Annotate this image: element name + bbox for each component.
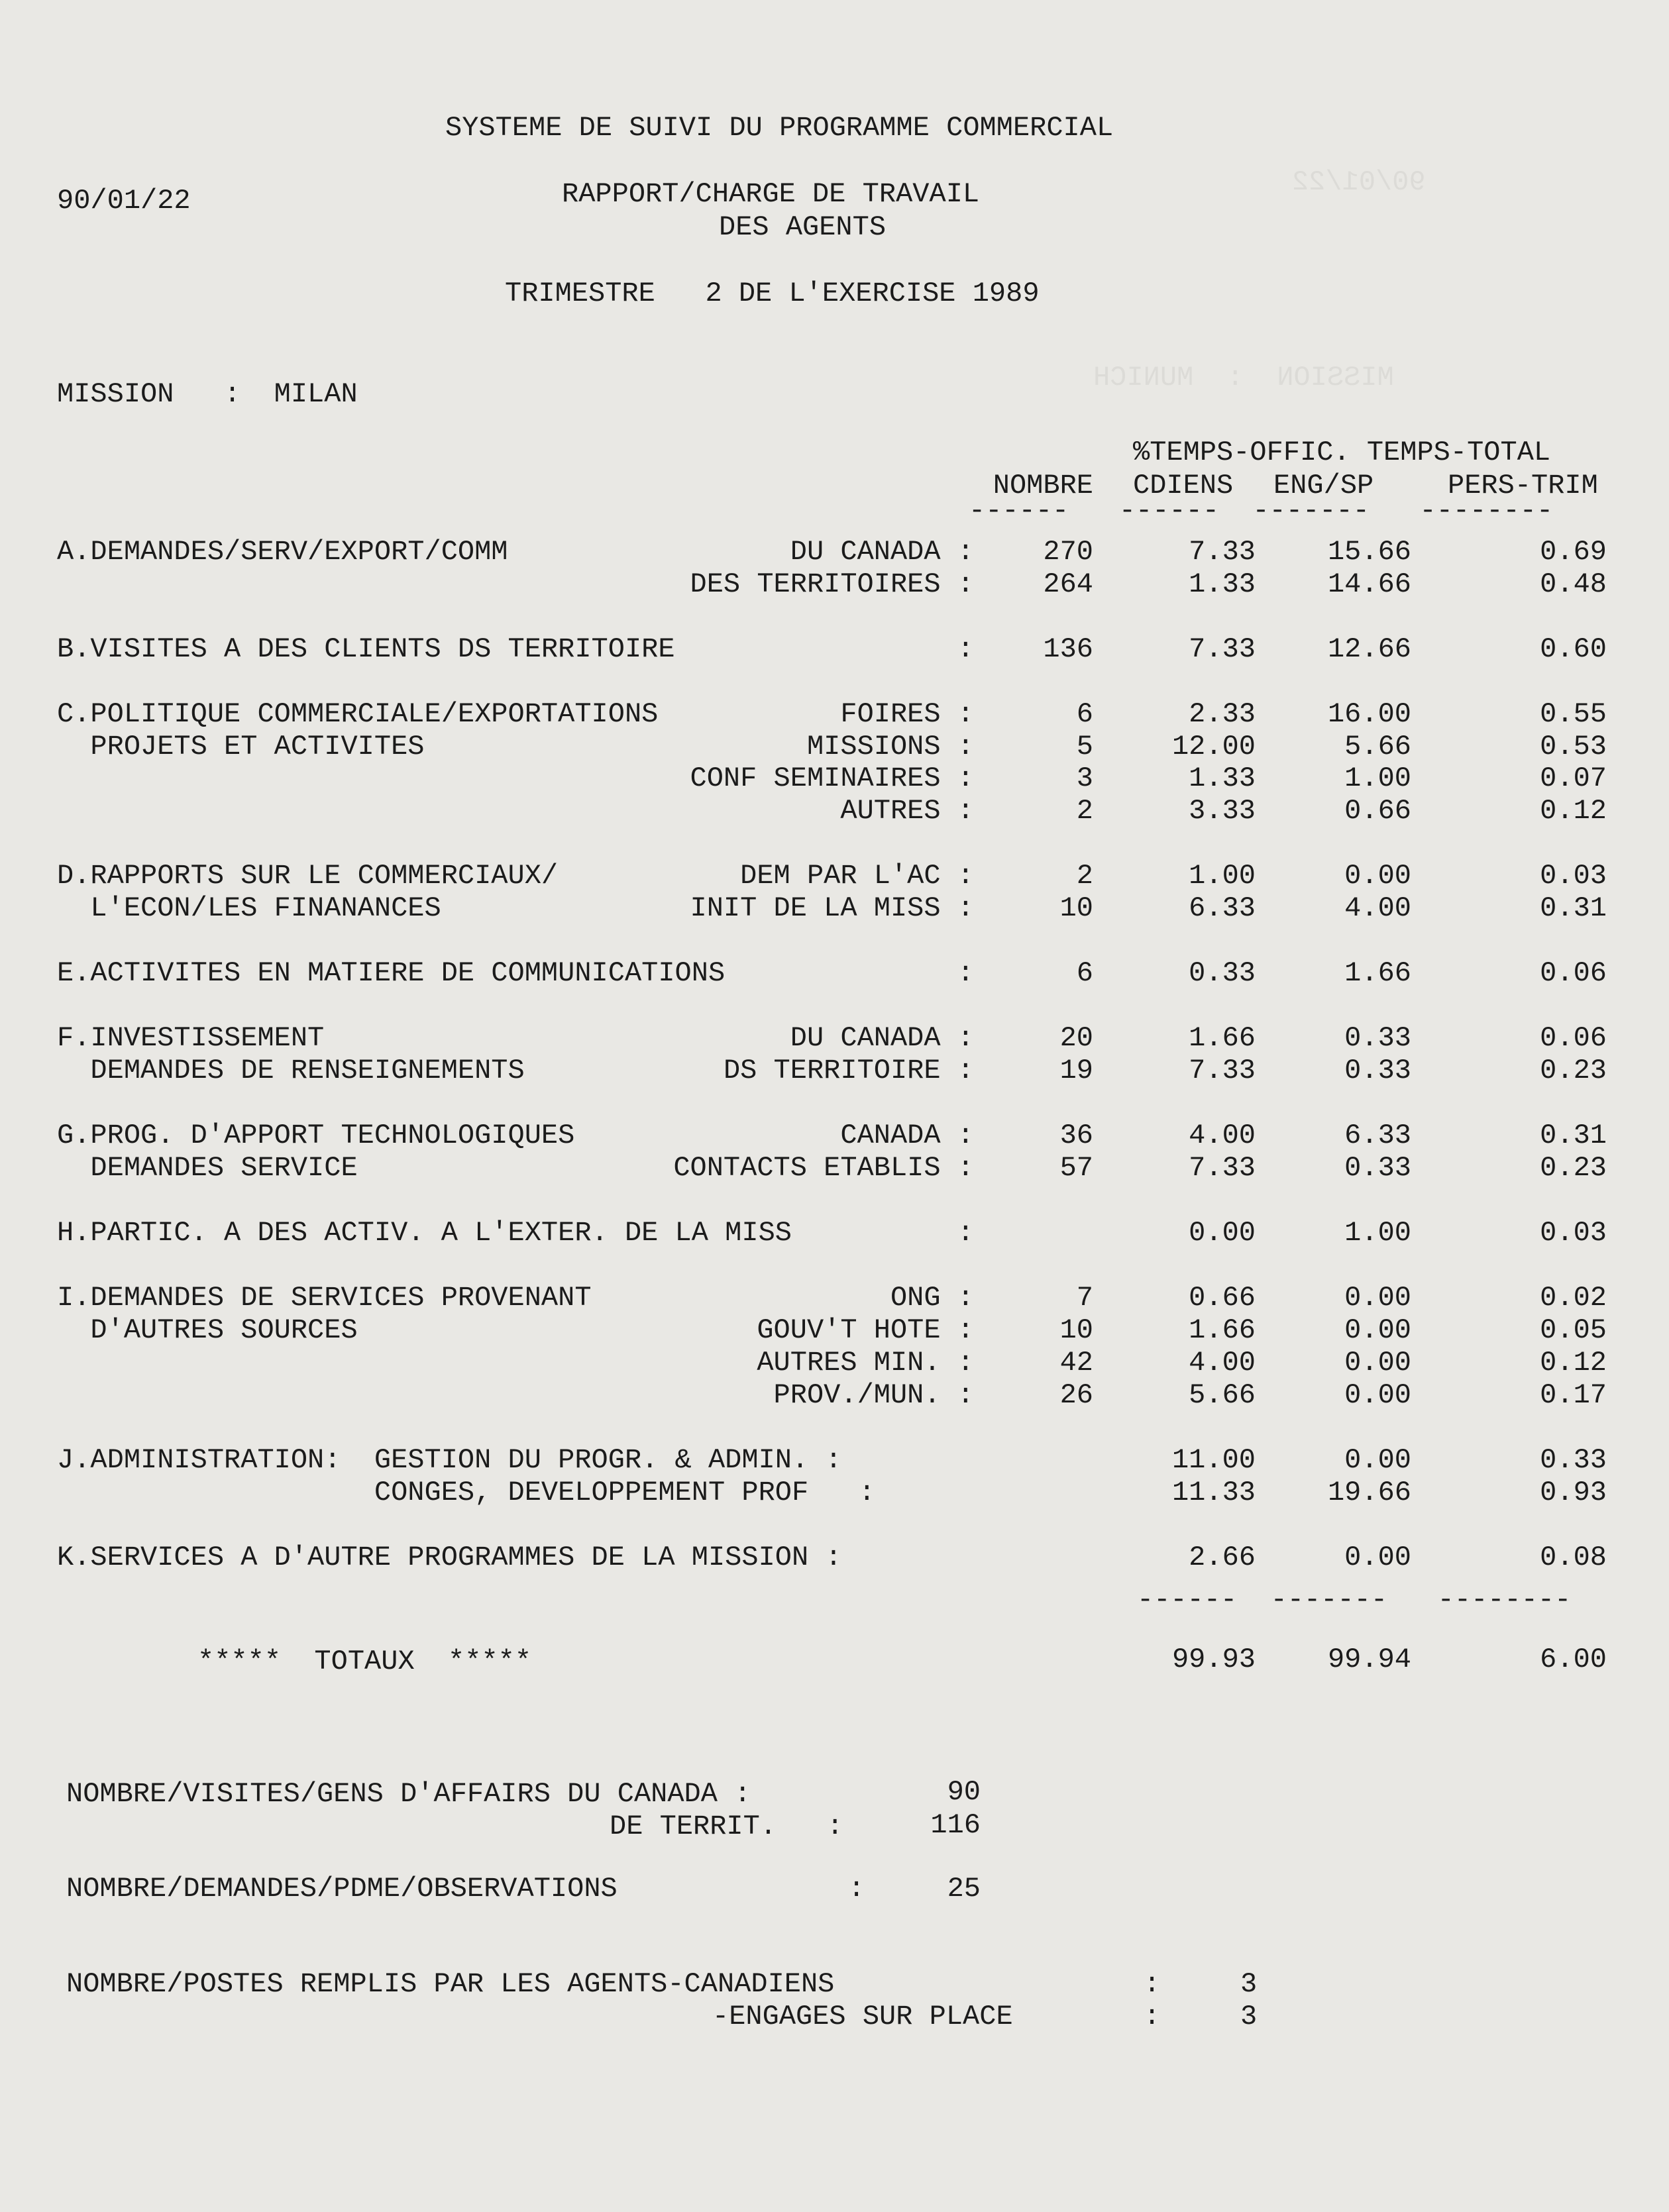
row-engsp: 5.66 xyxy=(1344,731,1411,763)
row-engsp: 6.33 xyxy=(1344,1120,1411,1151)
column-header-perstrim: PERS-TRIM xyxy=(1448,470,1598,501)
row-perstrim: 0.55 xyxy=(1540,698,1607,730)
footer-pdme-value: 25 xyxy=(947,1873,981,1905)
row-cdiens: 12.00 xyxy=(1171,731,1256,763)
row-sublabel: : xyxy=(957,957,974,989)
row-nombre: 7 xyxy=(1076,1282,1093,1314)
row-nombre: 2 xyxy=(1076,795,1093,827)
totals-separator: ------ ------- -------- xyxy=(1137,1584,1572,1616)
mission-line: MISSION : MILAN xyxy=(57,378,358,410)
column-header-nombre: NOMBRE xyxy=(993,470,1093,501)
row-nombre: 19 xyxy=(1059,1055,1093,1086)
row-nombre: 20 xyxy=(1059,1022,1093,1054)
footer-postes-value: 3 xyxy=(1240,1968,1258,2000)
row-cdiens: 3.33 xyxy=(1189,795,1256,827)
row-cdiens: 11.33 xyxy=(1171,1477,1256,1508)
row-nombre: 26 xyxy=(1059,1379,1093,1411)
row-label: A.DEMANDES/SERV/EXPORT/COMM xyxy=(57,536,508,568)
row-cdiens: 7.33 xyxy=(1189,633,1256,665)
report-system-title: SYSTEME DE SUIVI DU PROGRAMME COMMERCIAL xyxy=(445,112,1114,144)
row-label: D'AUTRES SOURCES xyxy=(57,1314,358,1346)
row-perstrim: 0.23 xyxy=(1540,1152,1607,1184)
report-date: 90/01/22 xyxy=(57,185,191,217)
row-nombre: 2 xyxy=(1076,860,1093,892)
row-sublabel: CONF SEMINAIRES : xyxy=(690,763,974,794)
row-perstrim: 0.03 xyxy=(1540,860,1607,892)
row-cdiens: 5.66 xyxy=(1189,1379,1256,1411)
row-nombre: 264 xyxy=(1043,568,1093,600)
row-cdiens: 0.66 xyxy=(1189,1282,1256,1314)
row-perstrim: 0.08 xyxy=(1540,1542,1607,1573)
footer-visits-territ-value: 116 xyxy=(930,1809,981,1841)
row-sublabel: ONG : xyxy=(890,1282,974,1314)
row-engsp: 15.66 xyxy=(1327,536,1411,568)
row-engsp: 1.00 xyxy=(1344,1217,1411,1249)
row-perstrim: 0.93 xyxy=(1540,1477,1607,1508)
row-label: L'ECON/LES FINANANCES xyxy=(57,892,441,924)
row-engsp: 0.00 xyxy=(1344,1282,1411,1314)
row-cdiens: 2.33 xyxy=(1189,698,1256,730)
row-label: C.POLITIQUE COMMERCIALE/EXPORTATIONS xyxy=(57,698,659,730)
row-cdiens: 4.00 xyxy=(1189,1120,1256,1151)
row-cdiens: 6.33 xyxy=(1189,892,1256,924)
column-header-engsp: ENG/SP xyxy=(1273,470,1374,501)
totals-label: ***** TOTAUX ***** xyxy=(197,1646,532,1677)
row-perstrim: 0.12 xyxy=(1540,1347,1607,1379)
row-label: G.PROG. D'APPORT TECHNOLOGIQUES xyxy=(57,1120,575,1151)
row-perstrim: 0.23 xyxy=(1540,1055,1607,1086)
row-sublabel: DES TERRITOIRES : xyxy=(690,568,974,600)
row-sublabel: DU CANADA : xyxy=(790,1022,974,1054)
row-sublabel: CONTACTS ETABLIS : xyxy=(673,1152,974,1184)
row-engsp: 14.66 xyxy=(1327,568,1411,600)
row-engsp: 12.66 xyxy=(1327,633,1411,665)
report-period: TRIMESTRE 2 DE L'EXERCISE 1989 xyxy=(505,278,1040,309)
row-label: CONGES, DEVELOPPEMENT PROF : xyxy=(57,1477,876,1508)
row-engsp: 19.66 xyxy=(1327,1477,1411,1508)
report-title-line2: DES AGENTS xyxy=(719,211,887,243)
row-sublabel: INIT DE LA MISS : xyxy=(690,892,974,924)
row-engsp: 4.00 xyxy=(1344,892,1411,924)
row-engsp: 0.00 xyxy=(1344,1314,1411,1346)
row-cdiens: 1.33 xyxy=(1189,568,1256,600)
row-sublabel: DS TERRITOIRE : xyxy=(723,1055,974,1086)
row-cdiens: 4.00 xyxy=(1189,1347,1256,1379)
footer-visits-canada-value: 90 xyxy=(947,1776,981,1808)
row-sublabel: GOUV'T HOTE : xyxy=(757,1314,974,1346)
footer-postes-colon: : xyxy=(1144,1968,1161,2000)
row-engsp: 0.33 xyxy=(1344,1055,1411,1086)
row-cdiens: 2.66 xyxy=(1189,1542,1256,1573)
row-cdiens: 1.00 xyxy=(1189,860,1256,892)
totals-engsp: 99.94 xyxy=(1327,1644,1411,1675)
row-label: DEMANDES SERVICE xyxy=(57,1152,358,1184)
row-cdiens: 7.33 xyxy=(1189,1055,1256,1086)
row-nombre: 6 xyxy=(1076,698,1093,730)
row-cdiens: 7.33 xyxy=(1189,1152,1256,1184)
footer-postes-label: NOMBRE/POSTES REMPLIS PAR LES AGENTS-CANADIENS xyxy=(66,1968,835,2000)
row-label: H.PARTIC. A DES ACTIV. A L'EXTER. DE LA MISS xyxy=(57,1217,792,1249)
report-title-line1: RAPPORT/CHARGE DE TRAVAIL xyxy=(562,178,980,210)
column-header-super: %TEMPS-OFFIC. TEMPS-TOTAL xyxy=(1133,437,1551,468)
row-label: E.ACTIVITES EN MATIERE DE COMMUNICATIONS xyxy=(57,957,726,989)
row-engsp: 0.00 xyxy=(1344,1444,1411,1476)
footer-pdme-label: NOMBRE/DEMANDES/PDME/OBSERVATIONS xyxy=(66,1873,618,1905)
row-nombre: 10 xyxy=(1059,892,1093,924)
column-header-cdiens: CDIENS xyxy=(1133,470,1234,501)
row-nombre: 36 xyxy=(1059,1120,1093,1151)
row-cdiens: 1.66 xyxy=(1189,1022,1256,1054)
row-label: F.INVESTISSEMENT xyxy=(57,1022,325,1054)
row-perstrim: 0.48 xyxy=(1540,568,1607,600)
row-perstrim: 0.06 xyxy=(1540,1022,1607,1054)
row-perstrim: 0.05 xyxy=(1540,1314,1607,1346)
row-engsp: 16.00 xyxy=(1327,698,1411,730)
row-nombre: 57 xyxy=(1059,1152,1093,1184)
row-sublabel: : xyxy=(957,1217,974,1249)
row-cdiens: 1.66 xyxy=(1189,1314,1256,1346)
row-engsp: 0.00 xyxy=(1344,860,1411,892)
row-perstrim: 0.60 xyxy=(1540,633,1607,665)
row-sublabel: AUTRES MIN. : xyxy=(757,1347,974,1379)
row-perstrim: 0.31 xyxy=(1540,892,1607,924)
row-nombre: 3 xyxy=(1076,763,1093,794)
row-nombre: 5 xyxy=(1076,731,1093,763)
row-sublabel: MISSIONS : xyxy=(806,731,974,763)
footer-visits-territ-label: DE TERRIT. : xyxy=(610,1811,843,1842)
row-perstrim: 0.07 xyxy=(1540,763,1607,794)
footer-engages-colon: : xyxy=(1144,2001,1161,2032)
row-perstrim: 0.17 xyxy=(1540,1379,1607,1411)
row-perstrim: 0.06 xyxy=(1540,957,1607,989)
row-perstrim: 0.12 xyxy=(1540,795,1607,827)
row-perstrim: 0.53 xyxy=(1540,731,1607,763)
row-engsp: 0.66 xyxy=(1344,795,1411,827)
totals-perstrim: 6.00 xyxy=(1540,1644,1607,1675)
row-nombre: 42 xyxy=(1059,1347,1093,1379)
row-label: K.SERVICES A D'AUTRE PROGRAMMES DE LA MISSION : xyxy=(57,1542,842,1573)
row-label: DEMANDES DE RENSEIGNEMENTS xyxy=(57,1055,525,1086)
row-cdiens: 7.33 xyxy=(1189,536,1256,568)
footer-visits-canada-label: NOMBRE/VISITES/GENS D'AFFAIRS DU CANADA : xyxy=(66,1778,751,1810)
row-sublabel: FOIRES : xyxy=(840,698,974,730)
row-sublabel: CANADA : xyxy=(840,1120,974,1151)
row-engsp: 0.00 xyxy=(1344,1347,1411,1379)
row-label: I.DEMANDES DE SERVICES PROVENANT xyxy=(57,1282,592,1314)
row-nombre: 270 xyxy=(1043,536,1093,568)
row-engsp: 1.66 xyxy=(1344,957,1411,989)
row-label: J.ADMINISTRATION: GESTION DU PROGR. & ADMIN. : xyxy=(57,1444,842,1476)
row-cdiens: 0.33 xyxy=(1189,957,1256,989)
row-sublabel: : xyxy=(957,633,974,665)
row-label: PROJETS ET ACTIVITES xyxy=(57,731,425,763)
row-sublabel: PROV./MUN. : xyxy=(773,1379,974,1411)
column-header-underline: ------ ------ ------- -------- xyxy=(969,495,1554,527)
row-perstrim: 0.31 xyxy=(1540,1120,1607,1151)
footer-engages-value: 3 xyxy=(1240,2001,1258,2032)
row-sublabel: DEM PAR L'AC : xyxy=(740,860,974,892)
row-engsp: 0.33 xyxy=(1344,1022,1411,1054)
show-through: 90/01/22 xyxy=(1292,166,1426,198)
row-engsp: 0.33 xyxy=(1344,1152,1411,1184)
footer-pdme-colon: : xyxy=(848,1873,865,1905)
row-sublabel: DU CANADA : xyxy=(790,536,974,568)
row-cdiens: 11.00 xyxy=(1171,1444,1256,1476)
row-nombre: 6 xyxy=(1076,957,1093,989)
row-perstrim: 0.69 xyxy=(1540,536,1607,568)
row-nombre: 136 xyxy=(1043,633,1093,665)
footer-engages-label: -ENGAGES SUR PLACE xyxy=(712,2001,1013,2032)
row-engsp: 1.00 xyxy=(1344,763,1411,794)
row-label: B.VISITES A DES CLIENTS DS TERRITOIRE xyxy=(57,633,675,665)
row-perstrim: 0.02 xyxy=(1540,1282,1607,1314)
row-cdiens: 0.00 xyxy=(1189,1217,1256,1249)
row-sublabel: AUTRES : xyxy=(840,795,974,827)
row-label: D.RAPPORTS SUR LE COMMERCIAUX/ xyxy=(57,860,559,892)
row-engsp: 0.00 xyxy=(1344,1379,1411,1411)
row-nombre: 10 xyxy=(1059,1314,1093,1346)
row-cdiens: 1.33 xyxy=(1189,763,1256,794)
row-engsp: 0.00 xyxy=(1344,1542,1411,1573)
show-through: MISSION : MUNICH xyxy=(1093,362,1394,394)
totals-cdiens: 99.93 xyxy=(1171,1644,1256,1675)
row-perstrim: 0.33 xyxy=(1540,1444,1607,1476)
row-perstrim: 0.03 xyxy=(1540,1217,1607,1249)
